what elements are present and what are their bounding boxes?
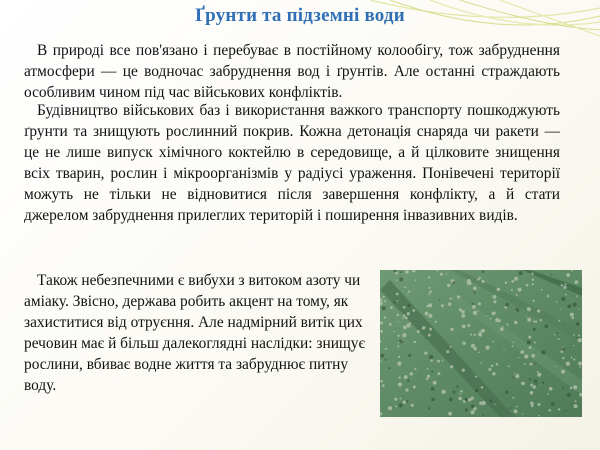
title-bar (0, 0, 600, 34)
paragraph-3: Також небезпечними є вибухи з витоком азоту чи аміаку. Звісно, держава робить акцент на тому, як захиститися від отруєння. Але надмірний витік цих речовин має й більш далекоглядні наслідки: знищує рослини, вбиває водне життя та забруднює питну воду. (24, 272, 366, 394)
slide-title: Ґрунти та підземні води (195, 5, 405, 26)
aerial-cratered-field-image (380, 270, 582, 417)
paragraph-1: В природі все пов'язано і перебуває в постійному колообігу, тож забруднення атмосфери — це водночас забруднення вод і ґрунтів. Але останні страждають особливим чином під час військових конфліктів. (24, 42, 560, 101)
paragraph-2: Будівництво військових баз і використання важкого транспорту пошкоджують ґрунти та знищують рослинний покрив. Кожна детонація снаряда чи ракети — це не лише випуск хімічного коктейлю в середовище, а й цілковите знищення всіх тварин, рослин і мікроорганізмів у радіусі ураження. Понівечені території можуть не тільки не відновитися після завершення конфлікту, а й стати джерелом забруднення прилеглих територій і поширення інвазивних видів. (24, 102, 560, 224)
